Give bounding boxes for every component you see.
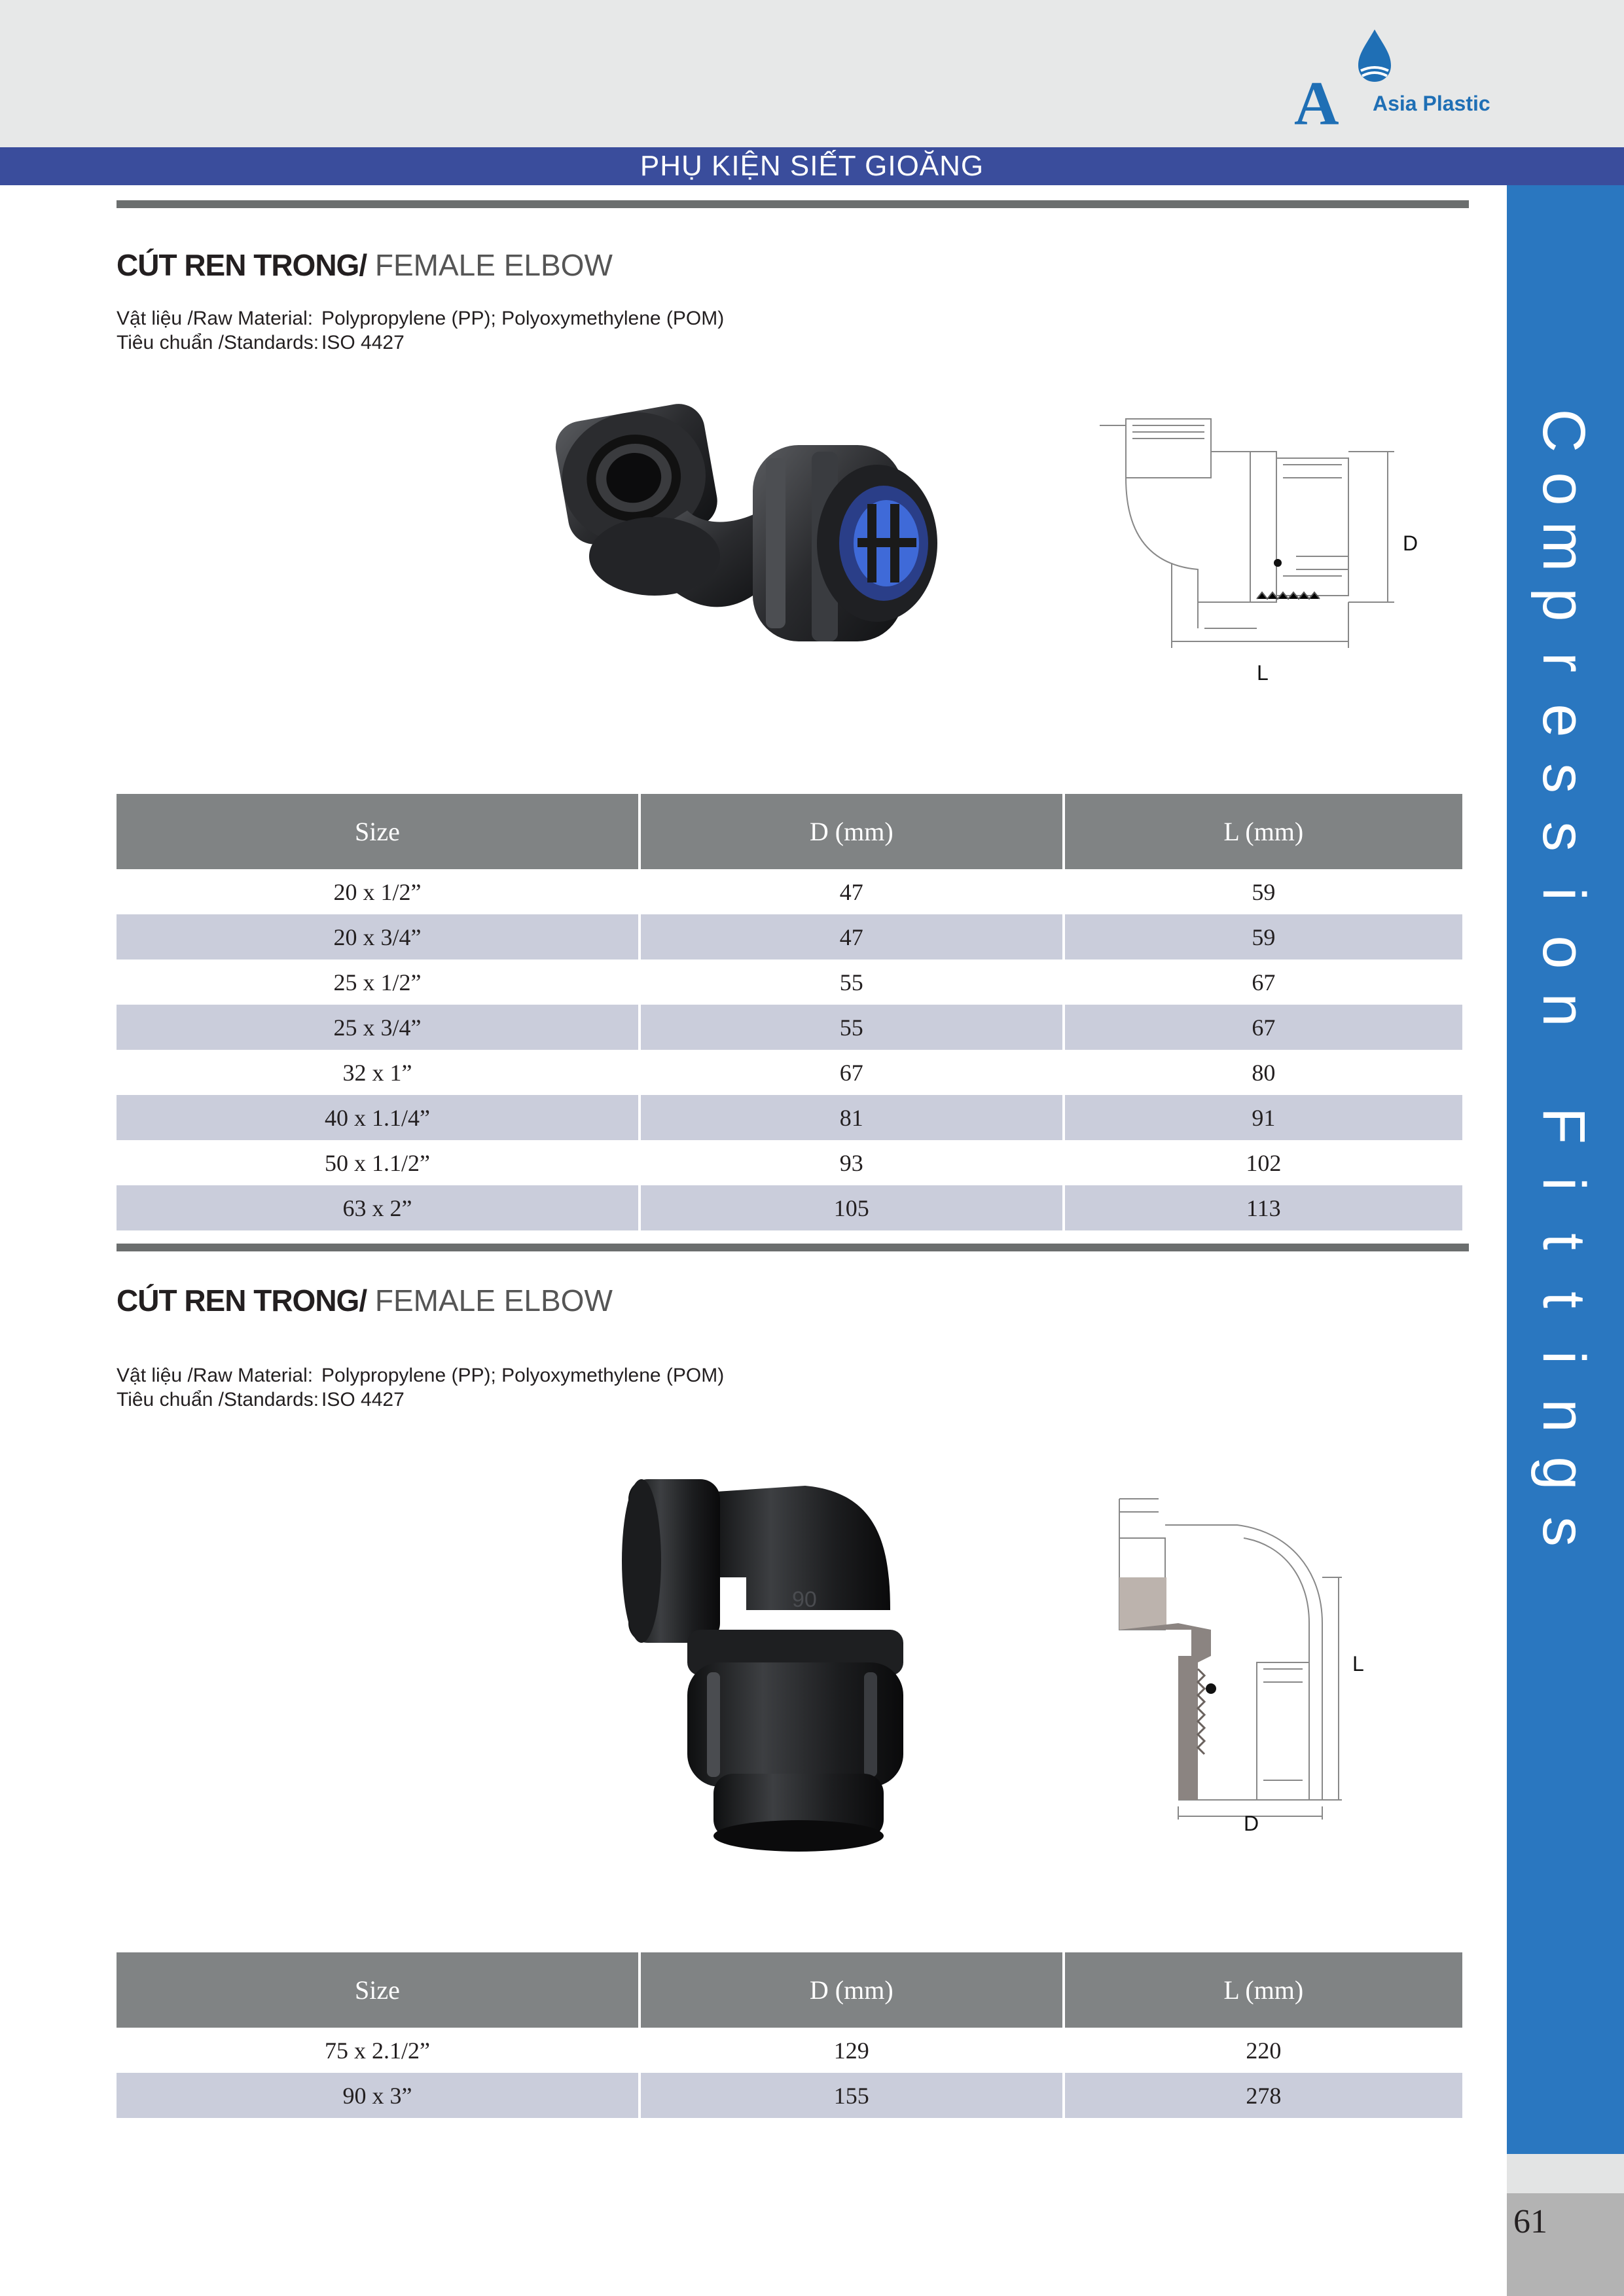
cell-d: 47 [640, 869, 1064, 914]
cell-size: 25 x 1/2” [333, 969, 422, 996]
table-row [117, 1185, 1462, 1230]
table-row [117, 1050, 1462, 1095]
asia-plastic-logo [1293, 26, 1509, 134]
cell-size: 25 x 3/4” [117, 1005, 640, 1050]
cell-l: 59 [1064, 869, 1462, 914]
cell-size: 75 x 2.1/2” [324, 2037, 430, 2064]
column-header-size: Size [117, 1952, 640, 2028]
sidebar-title-letter: t [1530, 1291, 1597, 1308]
sidebar-title-letter: s [1530, 763, 1597, 793]
sidebar-title-letter: t [1530, 1233, 1597, 1250]
cell-l: 67 [1064, 1005, 1462, 1050]
page-number: 61 [1513, 2203, 1547, 2240]
sidebar-title-letter: g [1530, 1456, 1597, 1490]
sidebar-title-letter: s [1530, 821, 1597, 852]
cell-d: 47 [640, 914, 1064, 960]
table-row [117, 960, 1462, 1005]
sidebar-title-letter: F [1530, 1107, 1597, 1145]
dimension-label-l: L [1352, 1652, 1364, 1676]
title-vietnamese: CÚT REN TRONG/ [117, 1283, 367, 1318]
sidebar-vertical-title [1531, 404, 1597, 1563]
cell-l: 113 [1064, 1185, 1462, 1230]
cell-l: 220 [1064, 2028, 1462, 2073]
cell-l: 278 [1064, 2073, 1462, 2118]
table-row [117, 914, 1462, 960]
technical-drawing-female-elbow [1100, 412, 1407, 694]
brand-name: Asia Plastic [1373, 92, 1490, 115]
table-row [117, 2028, 1462, 2073]
table-header-row [117, 794, 1462, 869]
sidebar-title-letter: n [1530, 993, 1597, 1027]
svg-text:90: 90 [792, 1587, 817, 1612]
cell-l: 59 [1064, 914, 1462, 960]
cell-size: 20 x 3/4” [117, 914, 640, 960]
material-line [117, 306, 724, 331]
table-header-row [117, 1952, 1462, 2028]
cell-size: 40 x 1.1/4” [117, 1095, 640, 1140]
cell-d: 93 [640, 1140, 1064, 1185]
dimensions-table [117, 794, 1462, 1230]
cell-d: 55 [640, 960, 1064, 1005]
cell-d: 129 [640, 2028, 1064, 2073]
svg-text:A: A [1294, 69, 1339, 134]
dimension-label-d: D [1244, 1812, 1259, 1835]
section-divider [117, 1244, 1469, 1251]
sidebar-title-letter: m [1530, 521, 1597, 572]
sidebar-title-letter: n [1530, 1398, 1597, 1433]
technical-drawing-female-elbow-large [1106, 1492, 1394, 1833]
cell-d: 105 [640, 1185, 1064, 1230]
column-header-d: D (mm) [640, 794, 1064, 869]
title-english: FEMALE ELBOW [367, 1283, 613, 1318]
column-header-size: Size [117, 794, 640, 869]
standard-value: ISO 4427 [321, 1389, 405, 1410]
product-photo-female-elbow-large [615, 1466, 943, 1859]
title-vietnamese: CÚT REN TRONG/ [117, 248, 367, 282]
standard-label: Tiêu chuẩn /Standards: [117, 1389, 319, 1410]
material-line [117, 1363, 724, 1388]
section-divider [117, 200, 1469, 208]
product-photo-female-elbow [537, 386, 956, 661]
sidebar-title-letter: i [1530, 887, 1597, 901]
column-header-l: L (mm) [1064, 1952, 1462, 2028]
material-label: Vật liệu /Raw Material: [117, 308, 314, 329]
cell-size: 32 x 1” [342, 1059, 412, 1086]
table-row [117, 1095, 1462, 1140]
sidebar-title-letter: e [1530, 703, 1597, 738]
sidebar-title-letter: o [1530, 935, 1597, 969]
cell-d: 155 [640, 2073, 1064, 2118]
cell-l: 91 [1064, 1095, 1462, 1140]
cell-l: 102 [1064, 1140, 1462, 1185]
cell-size: 50 x 1.1/2” [324, 1149, 430, 1176]
standard-line [117, 331, 405, 355]
cell-d: 67 [640, 1050, 1064, 1095]
material-value: Polypropylene (PP); Polyoxymethylene (POM) [321, 1365, 725, 1386]
table-row [117, 1005, 1462, 1050]
title-english: FEMALE ELBOW [367, 248, 613, 282]
sidebar-title-letter: o [1530, 471, 1597, 506]
cell-d: 55 [640, 1005, 1064, 1050]
dimension-label-l: L [1257, 661, 1269, 685]
column-header-l: L (mm) [1064, 794, 1462, 869]
sidebar-divider [1507, 2154, 1624, 2193]
standard-value: ISO 4427 [321, 332, 405, 353]
category-header: PHỤ KIỆN SIẾT GIOĂNG [0, 147, 1624, 185]
table-row [117, 1140, 1462, 1185]
material-label: Vật liệu /Raw Material: [117, 1365, 314, 1386]
cell-d: 81 [640, 1095, 1064, 1140]
table-row [117, 2073, 1462, 2118]
section-title [117, 1283, 613, 1318]
sidebar-title-letter: s [1530, 1516, 1597, 1547]
standard-line [117, 1388, 405, 1412]
sidebar-title-letter: i [1530, 1350, 1597, 1365]
dimension-label-d: D [1403, 531, 1418, 555]
sidebar-title-letter: i [1530, 1177, 1597, 1191]
material-value: Polypropylene (PP); Polyoxymethylene (POM) [321, 308, 725, 329]
sidebar-title-letter [1538, 1035, 1590, 1101]
sidebar-title-letter: r [1530, 652, 1597, 673]
cell-size: 20 x 1/2” [333, 878, 422, 905]
column-header-d: D (mm) [640, 1952, 1064, 2028]
cell-l: 67 [1064, 960, 1462, 1005]
cell-size: 63 x 2” [117, 1185, 640, 1230]
section-title [117, 247, 613, 283]
sidebar-title-letter: p [1530, 587, 1597, 622]
cell-l: 80 [1064, 1050, 1462, 1095]
cell-size: 90 x 3” [117, 2073, 640, 2118]
sidebar-title-letter: C [1530, 408, 1597, 453]
standard-label: Tiêu chuẩn /Standards: [117, 332, 319, 353]
table-row [117, 869, 1462, 914]
dimensions-table [117, 1952, 1462, 2118]
